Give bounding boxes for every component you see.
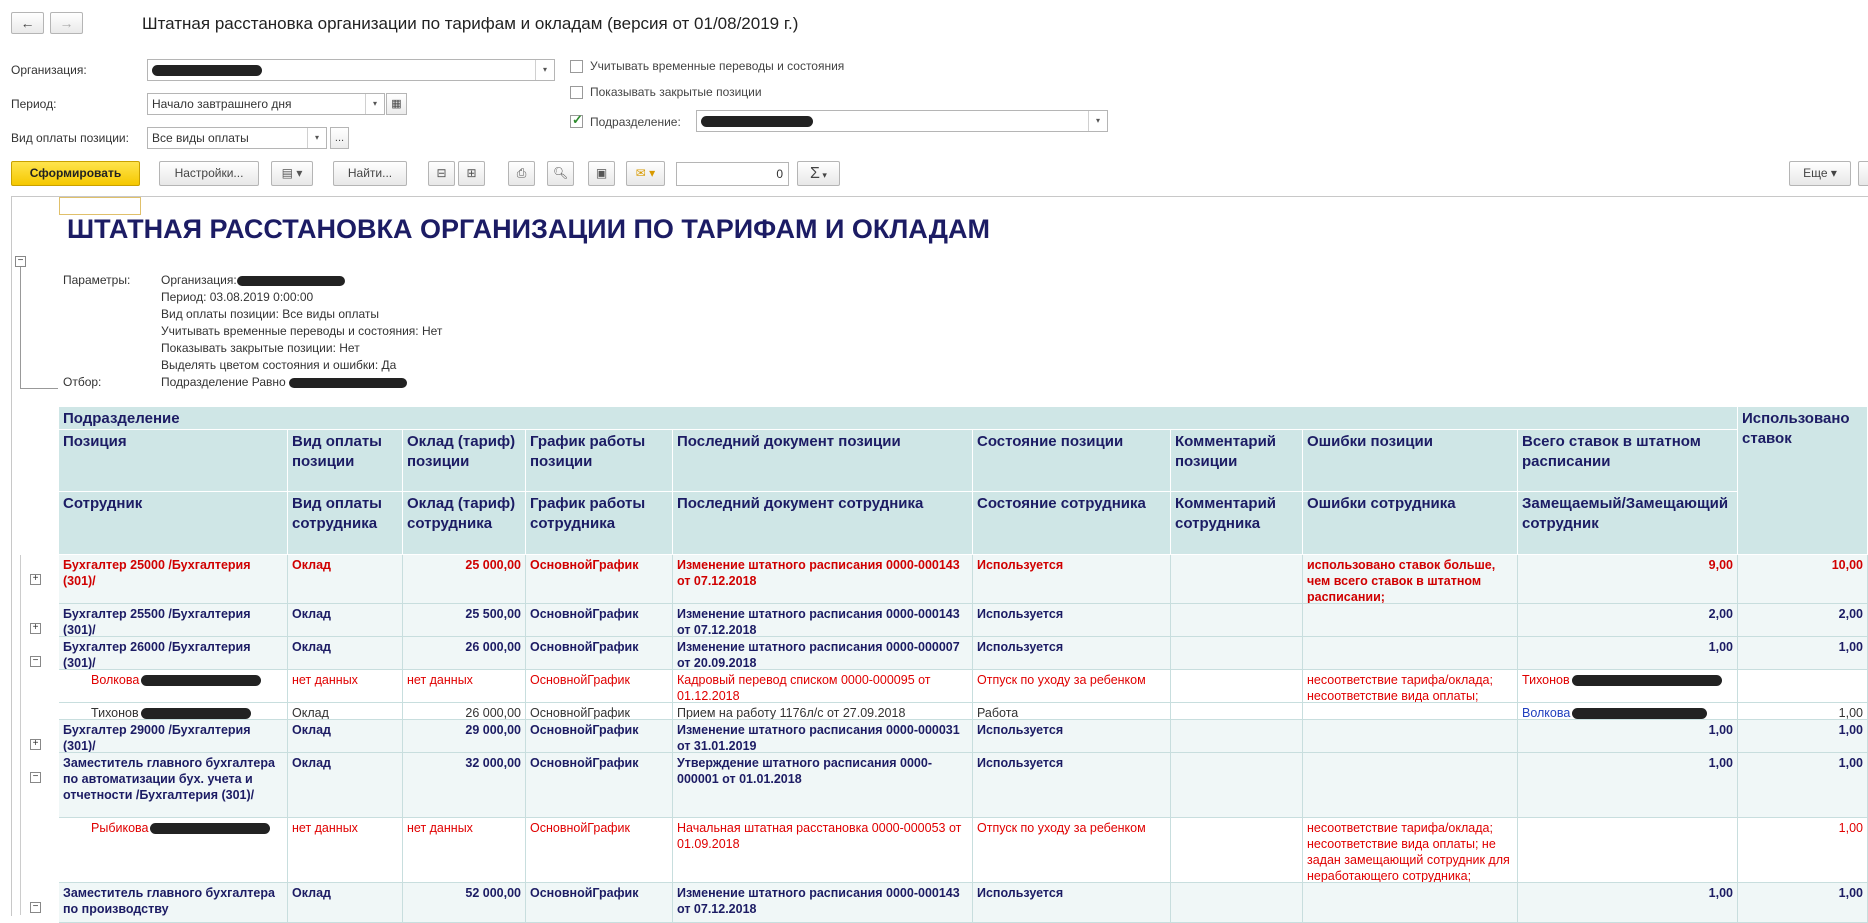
used-rates-cell: 1,00 xyxy=(1738,818,1868,883)
send-button[interactable] xyxy=(626,161,665,186)
comment-cell xyxy=(1171,555,1303,604)
state-cell: Используется xyxy=(973,604,1171,637)
save-button[interactable] xyxy=(588,161,615,186)
employee-name: Рыбикова xyxy=(91,821,149,835)
redacted-block xyxy=(1572,675,1722,686)
period-field[interactable] xyxy=(147,93,385,115)
used-rates-cell: 1,00 xyxy=(1738,883,1868,923)
salary-cell: 52 000,00 xyxy=(403,883,526,923)
collapse-groups-button[interactable] xyxy=(428,161,455,186)
chevron-down-icon[interactable]: ▾ xyxy=(365,94,384,114)
paytype-field[interactable] xyxy=(147,127,327,149)
employee-name: Тихонов xyxy=(91,706,139,720)
table-row-position: Бухгалтер 29000 /Бухгалтерия (301)/ xyxy=(59,720,288,753)
table-row-position: Бухгалтер 25000 /Бухгалтерия (301)/ xyxy=(59,555,288,604)
header-pay-pos: Вид оплаты позиции xyxy=(288,430,403,492)
comment-cell xyxy=(1171,883,1303,923)
state-cell: Используется xyxy=(973,637,1171,670)
header-comm-emp: Комментарий сотрудника xyxy=(1171,492,1303,555)
salary-cell: 29 000,00 xyxy=(403,720,526,753)
pay-type-cell: Оклад xyxy=(288,753,403,818)
total-rates-cell: 1,00 xyxy=(1518,883,1738,923)
param-temp: Учитывать временные переводы и состояния: Нет xyxy=(161,324,443,338)
error-cell xyxy=(1303,637,1518,670)
header-sched-emp: График работы сотрудника xyxy=(526,492,673,555)
state-cell: Работа xyxy=(973,703,1171,720)
redacted-block xyxy=(152,65,262,76)
used-rates-cell: 1,00 xyxy=(1738,720,1868,753)
header-doc-pos: Последний документ позиции xyxy=(673,430,973,492)
checkmark-icon: ✓ xyxy=(572,112,583,127)
header-pay-emp: Вид оплаты сотрудника xyxy=(288,492,403,555)
period-value: Начало завтрашнего дня xyxy=(152,97,292,111)
window-title: Штатная расстановка организации по тарифам и окладам (версия от 01/08/2019 г.) xyxy=(142,14,799,33)
used-rates-cell: 1,00 xyxy=(1738,753,1868,818)
salary-cell: 26 000,00 xyxy=(403,703,526,720)
expand-groups-icon: ⊞ xyxy=(466,166,477,180)
expand-icon[interactable]: + xyxy=(30,574,41,585)
total-rates-cell: 1,00 xyxy=(1518,720,1738,753)
collapse-icon[interactable]: − xyxy=(30,902,41,913)
division-field[interactable] xyxy=(696,110,1108,132)
header-employee: Сотрудник xyxy=(59,492,288,555)
document-cell: Кадровый перевод списком 0000-000095 от 01.12.2018 xyxy=(673,670,973,703)
active-cell-marker xyxy=(59,197,141,215)
document-cell: Изменение штатного расписания 0000-000143 от 07.12.2018 xyxy=(673,555,973,604)
sum-button[interactable]: Σ ▾ xyxy=(797,161,840,186)
tree-line xyxy=(20,555,21,915)
find-button[interactable]: Найти... xyxy=(333,161,407,186)
param-org: Организация: xyxy=(161,273,345,287)
table-row-position: Бухгалтер 25500 /Бухгалтерия (301)/ xyxy=(59,604,288,637)
replacement-name[interactable]: Волкова xyxy=(1522,706,1571,720)
error-cell xyxy=(1303,753,1518,818)
redacted-block xyxy=(141,708,251,719)
printer-icon: ⎙ xyxy=(516,166,527,180)
pay-type-cell: Оклад xyxy=(288,883,403,923)
replacement-cell xyxy=(1518,703,1738,720)
table-row-position: Бухгалтер 26000 /Бухгалтерия (301)/ xyxy=(59,637,288,670)
arrow-right-icon: → xyxy=(59,15,74,31)
table-row-position: Заместитель главного бухгалтера по производству xyxy=(59,883,288,923)
error-cell xyxy=(1303,703,1518,720)
header-division: Подразделение xyxy=(59,407,1738,430)
header-state-emp: Состояние сотрудника xyxy=(973,492,1171,555)
save-icon: ▣ xyxy=(595,166,608,180)
collapse-icon[interactable]: − xyxy=(30,772,41,783)
total-rates-cell: 1,00 xyxy=(1518,753,1738,818)
period-label: Период: xyxy=(11,97,57,111)
back-button[interactable] xyxy=(11,12,44,34)
print-button[interactable] xyxy=(508,161,535,186)
param-closed: Показывать закрытые позиции: Нет xyxy=(161,341,360,355)
replacement-name[interactable]: Тихонов xyxy=(1522,673,1570,687)
pay-type-cell: нет данных xyxy=(288,670,403,703)
comment-cell xyxy=(1171,604,1303,637)
used-rates-cell: 2,00 xyxy=(1738,604,1868,637)
param-period: Период: 03.08.2019 0:00:00 xyxy=(161,290,314,304)
schedule-cell: ОсновнойГрафик xyxy=(526,703,673,720)
employee-name: Волкова xyxy=(91,673,140,687)
table-row-position: Заместитель главного бухгалтера по автоматизации бух. учета и отчетности /Бухгалтерия (301)/ xyxy=(59,753,288,818)
error-cell xyxy=(1303,883,1518,923)
paytype-value: Все виды оплаты xyxy=(152,131,249,145)
used-rates-cell: 1,00 xyxy=(1738,703,1868,720)
division-label: Подразделение: xyxy=(590,115,681,129)
comment-cell xyxy=(1171,703,1303,720)
header-used: Использовано ставок xyxy=(1738,407,1868,555)
document-cell: Изменение штатного расписания 0000-000143 от 07.12.2018 xyxy=(673,883,973,923)
help-button[interactable] xyxy=(1858,161,1868,186)
comment-cell xyxy=(1171,670,1303,703)
total-rates-cell: 9,00 xyxy=(1518,555,1738,604)
header-salary-emp: Оклад (тариф) сотрудника xyxy=(403,492,526,555)
redacted-block xyxy=(1572,708,1707,719)
org-label: Организация: xyxy=(11,63,87,77)
param-color: Выделять цветом состояния и ошибки: Да xyxy=(161,358,397,372)
header-doc-emp: Последний документ сотрудника xyxy=(673,492,973,555)
document-cell: Начальная штатная расстановка 0000-000053 от 01.09.2018 xyxy=(673,818,973,883)
forward-button[interactable] xyxy=(50,12,83,34)
temp-transfers-checkbox[interactable] xyxy=(570,60,583,73)
pay-type-cell: Оклад xyxy=(288,604,403,637)
redacted-block xyxy=(150,823,270,834)
header-salary-pos: Оклад (тариф) позиции xyxy=(403,430,526,492)
state-cell: Отпуск по уходу за ребенком xyxy=(973,670,1171,703)
report-title: ШТАТНАЯ РАССТАНОВКА ОРГАНИЗАЦИИ ПО ТАРИФАМ И ОКЛАДАМ xyxy=(67,214,991,244)
total-rates-cell: 1,00 xyxy=(1518,637,1738,670)
document-cell: Прием на работу 1176л/с от 27.09.2018 xyxy=(673,703,973,720)
salary-cell: 25 000,00 xyxy=(403,555,526,604)
sum-value-field[interactable]: 0 xyxy=(676,162,789,186)
header-position: Позиция xyxy=(59,430,288,492)
state-cell: Используется xyxy=(973,555,1171,604)
calendar-button[interactable] xyxy=(386,93,407,115)
schedule-cell: ОсновнойГрафик xyxy=(526,604,673,637)
pay-type-cell: Оклад xyxy=(288,720,403,753)
schedule-cell: ОсновнойГрафик xyxy=(526,818,673,883)
variants-button[interactable] xyxy=(271,161,313,186)
document-cell: Изменение штатного расписания 0000-000031 от 31.01.2019 xyxy=(673,720,973,753)
comment-cell xyxy=(1171,720,1303,753)
header-state-pos: Состояние позиции xyxy=(973,430,1171,492)
error-cell: несоответствие тарифа/оклада; несоответствие вида оплаты; xyxy=(1303,670,1518,703)
org-field[interactable] xyxy=(147,59,555,81)
paytype-label: Вид оплаты позиции: xyxy=(11,131,129,145)
error-cell: несоответствие тарифа/оклада; несоответствие вида оплаты; не задан замещающий сотрудник для неработающего сотрудника; xyxy=(1303,818,1518,883)
expand-icon[interactable]: + xyxy=(30,623,41,634)
schedule-cell: ОсновнойГрафик xyxy=(526,637,673,670)
schedule-cell: ОсновнойГрафик xyxy=(526,555,673,604)
closed-positions-checkbox[interactable] xyxy=(570,86,583,99)
settings-button[interactable]: Настройки... xyxy=(159,161,259,186)
comment-cell xyxy=(1171,818,1303,883)
header-err-emp: Ошибки сотрудника xyxy=(1303,492,1518,555)
pay-type-cell: Оклад xyxy=(288,637,403,670)
state-cell: Используется xyxy=(973,753,1171,818)
expand-groups-button[interactable] xyxy=(458,161,485,186)
collapse-icon[interactable]: − xyxy=(30,656,41,667)
collapse-icon[interactable]: − xyxy=(15,256,26,267)
salary-cell: 26 000,00 xyxy=(403,637,526,670)
schedule-cell: ОсновнойГрафик xyxy=(526,883,673,923)
schedule-cell: ОсновнойГрафик xyxy=(526,753,673,818)
salary-cell: нет данных xyxy=(403,818,526,883)
salary-cell: 25 500,00 xyxy=(403,604,526,637)
more-button[interactable]: Еще ▾ xyxy=(1789,161,1851,186)
state-cell: Используется xyxy=(973,883,1171,923)
header-total: Всего ставок в штатном расписании xyxy=(1518,430,1738,492)
document-cell: Утверждение штатного расписания 0000-000001 от 01.01.2018 xyxy=(673,753,973,818)
total-rates-cell: 2,00 xyxy=(1518,604,1738,637)
chevron-down-icon[interactable]: ▾ xyxy=(1088,111,1107,131)
expand-icon[interactable]: + xyxy=(30,739,41,750)
division-checkbox[interactable] xyxy=(570,112,583,128)
params-label: Параметры: xyxy=(63,273,131,287)
state-cell: Используется xyxy=(973,720,1171,753)
error-cell xyxy=(1303,720,1518,753)
table-row-employee xyxy=(59,703,288,720)
pay-type-cell: нет данных xyxy=(288,818,403,883)
arrow-left-icon: ← xyxy=(20,15,35,31)
comment-cell xyxy=(1171,753,1303,818)
table-row-employee xyxy=(59,818,288,883)
table-row-employee xyxy=(59,670,288,703)
calendar-icon: ▦ xyxy=(391,98,402,110)
redacted-block xyxy=(701,116,813,127)
comment-cell xyxy=(1171,637,1303,670)
filter-label: Отбор: xyxy=(63,375,102,389)
header-sched-pos: График работы позиции xyxy=(526,430,673,492)
document-cell: Изменение штатного расписания 0000-000143 от 07.12.2018 xyxy=(673,604,973,637)
header-err-pos: Ошибки позиции xyxy=(1303,430,1518,492)
redacted-block xyxy=(141,675,261,686)
pay-type-cell: Оклад xyxy=(288,555,403,604)
header-replace: Замещаемый/Замещающий сотрудник xyxy=(1518,492,1738,555)
error-cell: использовано ставок больше, чем всего ставок в штатном расписании; xyxy=(1303,555,1518,604)
used-rates-cell xyxy=(1738,670,1868,703)
used-rates-cell: 10,00 xyxy=(1738,555,1868,604)
collapse-groups-icon: ⊟ xyxy=(436,166,447,180)
state-cell: Отпуск по уходу за ребенком xyxy=(973,818,1171,883)
param-paytype: Вид оплаты позиции: Все виды оплаты xyxy=(161,307,380,321)
report-variants-icon: ▤ ▾ xyxy=(281,166,303,180)
schedule-cell: ОсновнойГрафик xyxy=(526,720,673,753)
preview-button[interactable] xyxy=(547,161,574,186)
redacted-block xyxy=(237,276,345,286)
print-preview-icon: 🔍︎ xyxy=(552,166,569,180)
error-cell xyxy=(1303,604,1518,637)
used-rates-cell: 1,00 xyxy=(1738,637,1868,670)
sigma-icon: Σ xyxy=(810,165,820,182)
salary-cell: 32 000,00 xyxy=(403,753,526,818)
pay-type-cell: Оклад xyxy=(288,703,403,720)
chevron-down-icon[interactable]: ▾ xyxy=(535,60,554,80)
chevron-down-icon[interactable]: ▾ xyxy=(307,128,326,148)
generate-button[interactable]: Сформировать xyxy=(11,161,140,186)
replacement-cell xyxy=(1518,670,1738,703)
document-cell: Изменение штатного расписания 0000-000007 от 20.09.2018 xyxy=(673,637,973,670)
salary-cell: нет данных xyxy=(403,670,526,703)
temp-transfers-label: Учитывать временные переводы и состояния xyxy=(590,59,845,73)
header-comm-pos: Комментарий позиции xyxy=(1171,430,1303,492)
replacement-cell xyxy=(1518,818,1738,883)
closed-positions-label: Показывать закрытые позиции xyxy=(590,85,762,99)
filter-value: Подразделение Равно xyxy=(161,375,407,389)
envelope-icon: ✉ ▾ xyxy=(635,166,656,180)
schedule-cell: ОсновнойГрафик xyxy=(526,670,673,703)
select-button[interactable]: ... xyxy=(330,127,349,149)
redacted-block xyxy=(289,378,407,388)
